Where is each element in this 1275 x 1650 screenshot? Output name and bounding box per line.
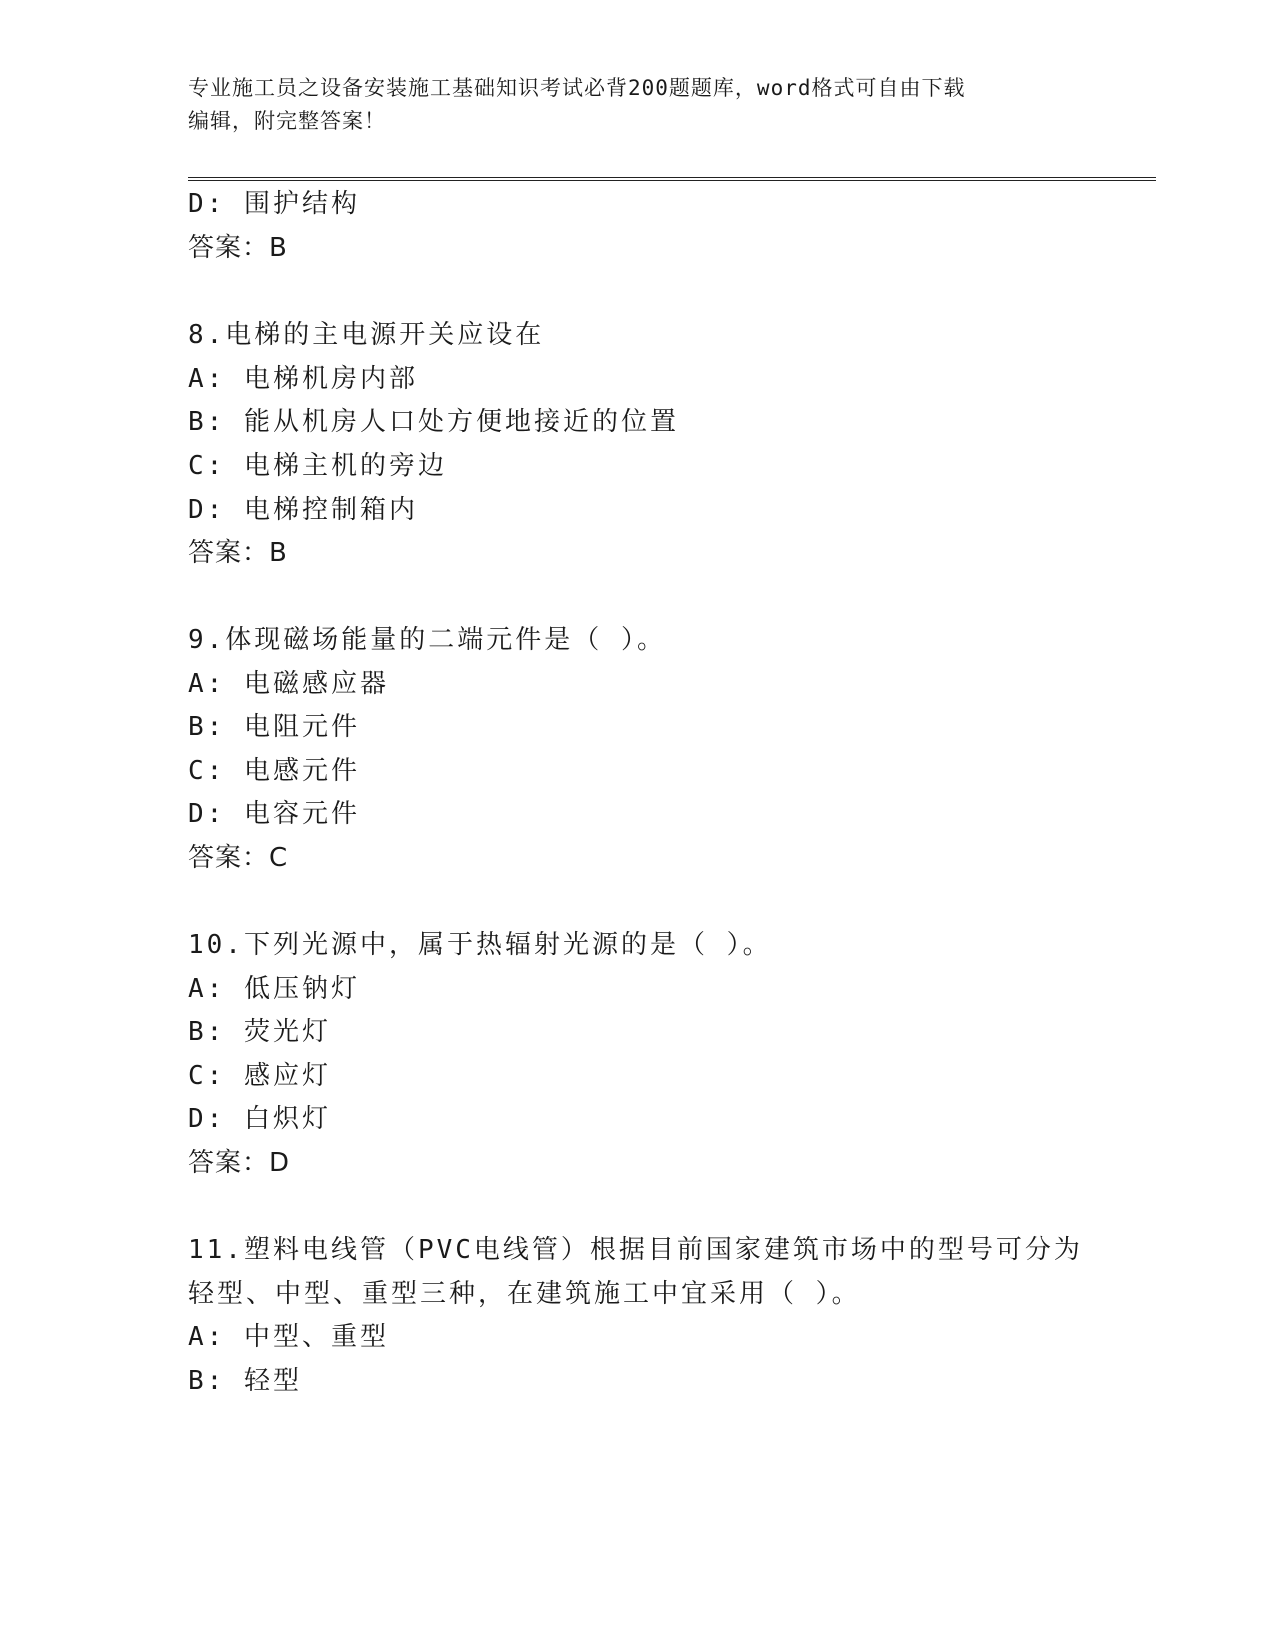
q9-option-a: A: 电磁感应器 — [188, 669, 389, 699]
header-title-line-1: 专业施工员之设备安装施工基础知识考试必背200题题库，word格式可自由下载 — [188, 76, 966, 100]
q10-stem: 10.下列光源中，属于热辐射光源的是（ ）。 — [188, 930, 772, 960]
q11-stem-line-1: 11.塑料电线管（PVC电线管）根据目前国家建筑市场中的型号可分为 — [188, 1235, 1083, 1265]
q10-option-a: A: 低压钠灯 — [188, 974, 360, 1004]
header-title-line-2: 编辑，附完整答案！ — [188, 109, 386, 133]
q9-option-b: B: 电阻元件 — [188, 712, 360, 742]
q10-option-c: C: 感应灯 — [188, 1061, 331, 1091]
q10-option-b: B: 荧光灯 — [188, 1017, 331, 1047]
q8-option-a: A: 电梯机房内部 — [188, 364, 418, 394]
q8-option-c: C: 电梯主机的旁边 — [188, 451, 447, 481]
q9-answer: 答案：C — [188, 843, 289, 873]
q11-option-b: B: 轻型 — [188, 1366, 302, 1396]
q9-option-d: D: 电容元件 — [188, 799, 360, 829]
prev-answer: 答案：B — [188, 233, 288, 263]
document-header — [188, 72, 1088, 138]
q8-option-d: D: 电梯控制箱内 — [188, 495, 418, 525]
q8-answer: 答案：B — [188, 538, 288, 568]
q10-option-d: D: 白炽灯 — [188, 1104, 331, 1134]
q11-stem-line-2: 轻型、中型、重型三种，在建筑施工中宜采用（ ）。 — [188, 1279, 861, 1309]
q8-option-b: B: 能从机房人口处方便地接近的位置 — [188, 407, 679, 437]
q10-answer: 答案：D — [188, 1148, 291, 1178]
q8-stem: 8.电梯的主电源开关应设在 — [188, 320, 545, 350]
q9-option-c: C: 电感元件 — [188, 756, 360, 786]
header-divider — [188, 177, 1156, 181]
q9-stem: 9.体现磁场能量的二端元件是（ ）。 — [188, 625, 666, 655]
prev-option-d: D: 围护结构 — [188, 189, 360, 219]
q11-option-a: A: 中型、重型 — [188, 1322, 389, 1352]
